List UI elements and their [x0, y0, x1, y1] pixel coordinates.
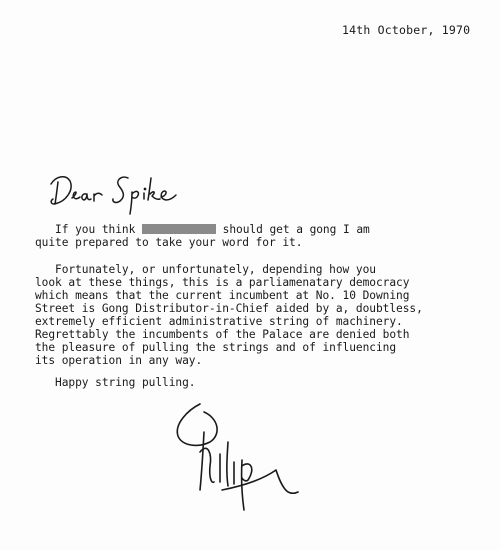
paragraph-2: Fortunately, or unfortunately, depending how you look at these things, this is a parliamenatary democracy which means that the current incumbent at No. 10 Downing Street is Gong Distributor-in-Chief aided by a, doubtless, extremely efficient administrative string of machinery. Regrettably the incumbents of the Palace are denied both the pleasure of pulling the strings and of influencing its operation in any way. — [35, 263, 423, 367]
letter-date: 14th October, 1970 — [342, 23, 471, 37]
paragraph-1-line1-after: should get a gong I am — [215, 223, 370, 236]
paragraph-1-line1-before: If you think — [35, 223, 142, 236]
redacted-name — [142, 224, 216, 234]
closing-line: Happy string pulling. — [35, 376, 196, 389]
paragraph-1-line2: quite prepared to take your word for it. — [35, 236, 303, 249]
handwritten-signature — [170, 392, 310, 517]
handwritten-salutation — [44, 168, 194, 216]
paragraph-1 — [35, 223, 370, 249]
